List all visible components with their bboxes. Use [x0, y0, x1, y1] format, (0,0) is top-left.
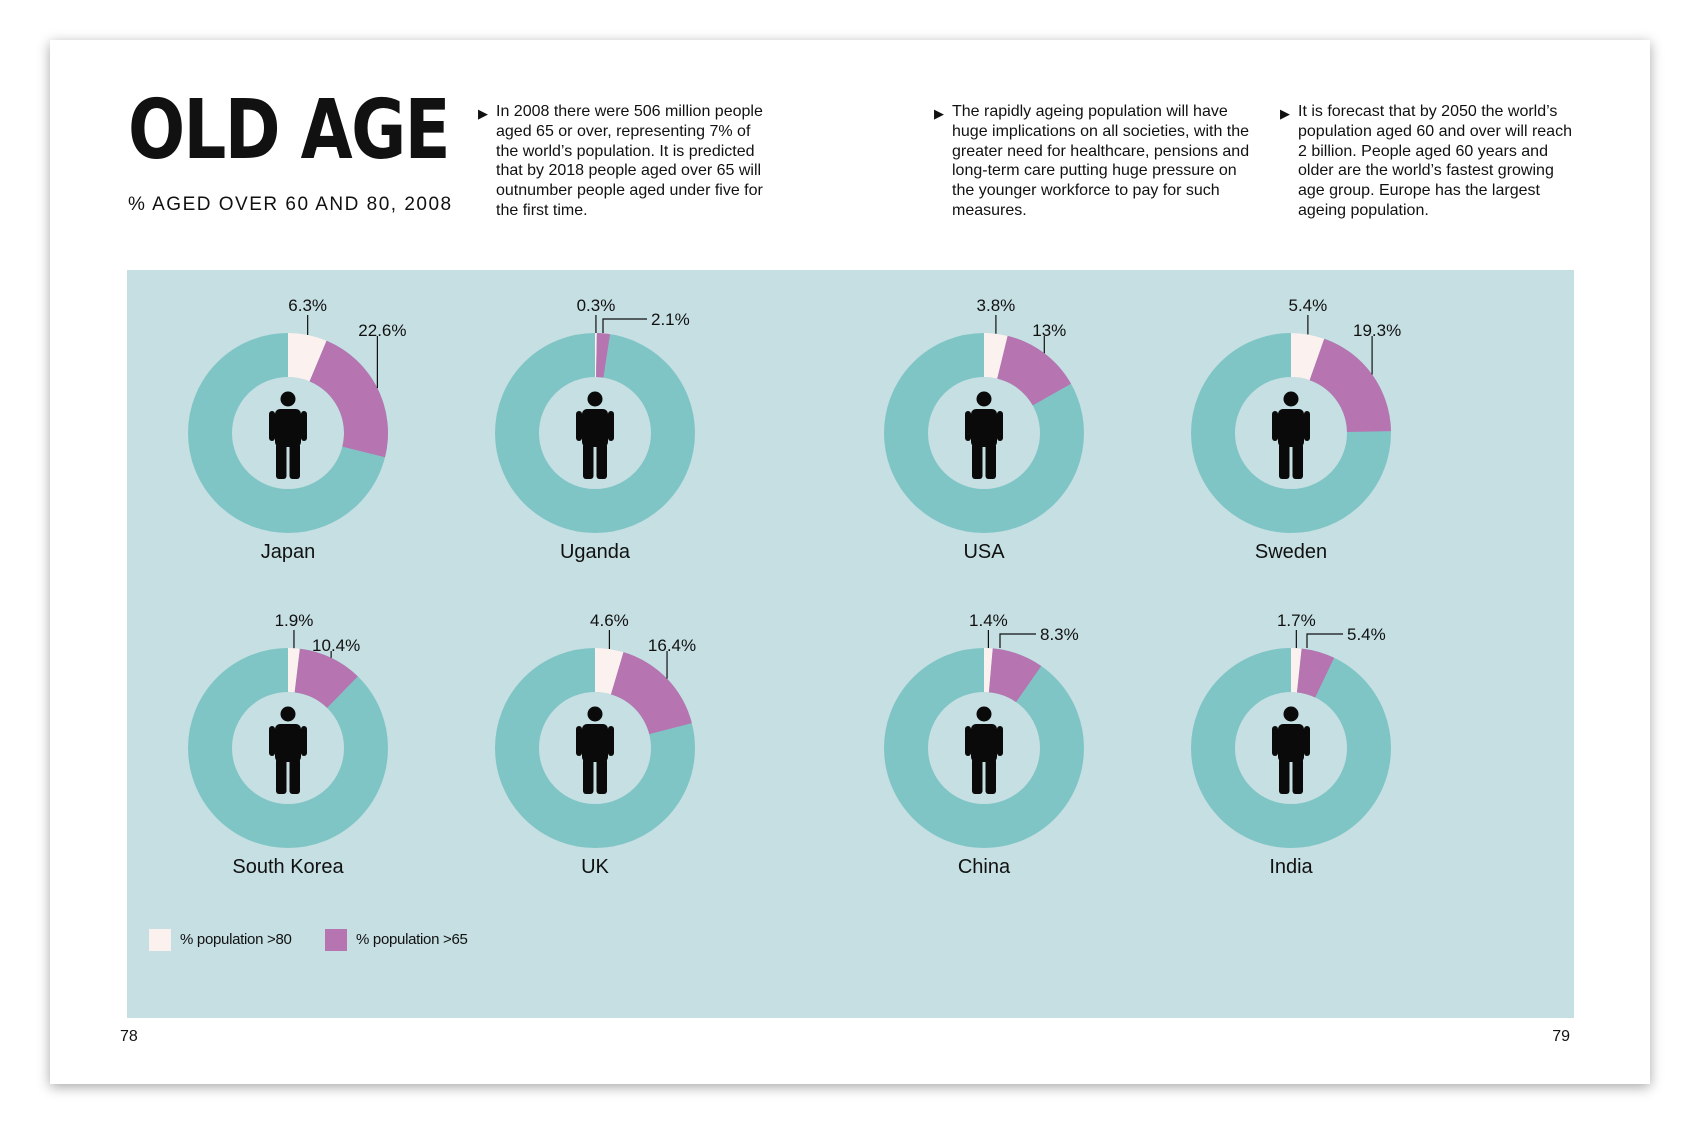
person-arm-icon: [1304, 411, 1310, 441]
person-torso-icon: [971, 724, 997, 762]
data-label-over80: 5.4%: [1288, 296, 1328, 315]
leader-line-over65: [1307, 634, 1343, 648]
data-label-over65: 5.4%: [1347, 625, 1386, 644]
data-label-over80: 1.4%: [969, 611, 1008, 630]
leader-line-over65: [1000, 634, 1036, 648]
person-arm-icon: [269, 726, 275, 756]
person-head-icon: [588, 707, 603, 722]
chart-panel: [127, 270, 1574, 1018]
donut-slice-over65: [310, 341, 388, 458]
person-torso-icon: [275, 409, 301, 447]
country-label: South Korea: [232, 856, 344, 878]
country-label: UK: [581, 856, 609, 878]
donut-slice-over65: [1310, 339, 1391, 432]
person-head-icon: [1284, 707, 1299, 722]
person-arm-icon: [1272, 726, 1278, 756]
donut-slice-over65: [611, 652, 692, 734]
donut-chart-india: [1213, 611, 1386, 878]
data-label-over65: 16.4%: [647, 636, 697, 655]
person-head-icon: [1284, 392, 1299, 407]
data-label-over65: 22.6%: [358, 321, 407, 340]
person-leg-icon: [276, 758, 287, 794]
person-arm-icon: [1304, 726, 1310, 756]
legend-label-over80: % population >80: [180, 931, 292, 948]
person-head-icon: [281, 392, 296, 407]
person-torso-icon: [1278, 409, 1304, 447]
donut-chart-uganda: [517, 296, 690, 563]
donut-chart-south-korea: [210, 611, 366, 878]
intro-text: In 2008 there were 506 million people aged 65 or over, representing 7% of the world’s population. It is predicted that by 2018 people aged over 65 will outnumber people aged under five for the first time.: [496, 103, 763, 219]
person-leg-icon: [290, 758, 301, 794]
person-leg-icon: [986, 443, 997, 479]
person-torso-icon: [582, 409, 608, 447]
legend-swatch-over65: [325, 929, 347, 951]
person-arm-icon: [576, 411, 582, 441]
donut-chart-sweden: [1213, 296, 1401, 563]
donut-charts: [127, 270, 1574, 1018]
person-torso-icon: [1278, 724, 1304, 762]
country-label: India: [1269, 856, 1313, 878]
country-label: Sweden: [1254, 541, 1328, 563]
country-label: China: [957, 856, 1011, 878]
donut-chart-china: [906, 611, 1079, 878]
person-leg-icon: [1279, 758, 1290, 794]
person-arm-icon: [997, 726, 1003, 756]
person-leg-icon: [986, 758, 997, 794]
bullet-arrow-icon: ▶: [934, 106, 944, 121]
person-arm-icon: [997, 411, 1003, 441]
page-subtitle: % AGED OVER 60 AND 80, 2008: [128, 194, 453, 215]
person-leg-icon: [972, 758, 983, 794]
person-head-icon: [977, 707, 992, 722]
person-arm-icon: [301, 726, 307, 756]
data-label-over65: 10.4%: [312, 636, 361, 655]
person-arm-icon: [965, 411, 971, 441]
person-leg-icon: [583, 443, 594, 479]
donut-chart-usa: [906, 296, 1071, 563]
person-head-icon: [588, 392, 603, 407]
data-label-over65: 2.1%: [651, 310, 690, 329]
person-arm-icon: [608, 411, 614, 441]
donut-chart-uk: [517, 611, 696, 878]
intro-text: It is forecast that by 2050 the world’s population aged 60 and over will reach 2 billion. People aged 60 years and older are the world’s fastest growing age group. Europe has the largest ageing population.: [1298, 103, 1572, 219]
person-leg-icon: [1293, 758, 1304, 794]
data-label-over80: 3.8%: [976, 296, 1016, 315]
person-arm-icon: [576, 726, 582, 756]
person-head-icon: [977, 392, 992, 407]
donut-chart-japan: [210, 296, 406, 563]
person-torso-icon: [971, 409, 997, 447]
person-head-icon: [281, 707, 296, 722]
person-leg-icon: [972, 443, 983, 479]
intro-text: The rapidly ageing population will have huge implications on all societies, with the greater need for healthcare, pensions and long-term care putting huge pressure on the younger workforce to pay for such measures.: [952, 103, 1250, 219]
person-arm-icon: [1272, 411, 1278, 441]
country-label: Japan: [260, 541, 316, 563]
person-torso-icon: [275, 724, 301, 762]
book-spread: [50, 40, 1650, 1084]
person-leg-icon: [597, 443, 608, 479]
country-label: USA: [963, 541, 1005, 563]
data-label-over65: 13%: [1032, 321, 1067, 340]
leader-line-over65: [603, 319, 647, 333]
person-leg-icon: [583, 758, 594, 794]
person-leg-icon: [1279, 443, 1290, 479]
person-leg-icon: [276, 443, 287, 479]
legend-swatch-over80: [149, 929, 171, 951]
person-arm-icon: [965, 726, 971, 756]
intro-paragraph-1: [478, 102, 768, 221]
person-arm-icon: [608, 726, 614, 756]
intro-paragraph-2: [934, 102, 1254, 221]
data-label-over65: 19.3%: [1352, 321, 1402, 340]
data-label-over80: 6.3%: [288, 296, 328, 315]
data-label-over80: 1.7%: [1276, 611, 1316, 630]
bullet-arrow-icon: ▶: [478, 106, 488, 121]
legend-label-over65: % population >65: [356, 931, 468, 948]
page-title: OLD AGE: [128, 83, 449, 178]
bullet-arrow-icon: ▶: [1280, 106, 1290, 121]
intro-paragraph-3: [1280, 102, 1580, 221]
person-arm-icon: [301, 411, 307, 441]
data-label-over80: 0.3%: [576, 296, 616, 315]
person-leg-icon: [597, 758, 608, 794]
page-number-left: 78: [120, 1028, 138, 1045]
person-torso-icon: [582, 724, 608, 762]
data-label-over65: 8.3%: [1040, 625, 1079, 644]
country-label: Uganda: [559, 541, 631, 563]
page-number-right: 79: [1552, 1028, 1570, 1045]
person-leg-icon: [290, 443, 301, 479]
person-leg-icon: [1293, 443, 1304, 479]
data-label-over80: 4.6%: [590, 611, 629, 630]
data-label-over80: 1.9%: [274, 611, 314, 630]
person-arm-icon: [269, 411, 275, 441]
